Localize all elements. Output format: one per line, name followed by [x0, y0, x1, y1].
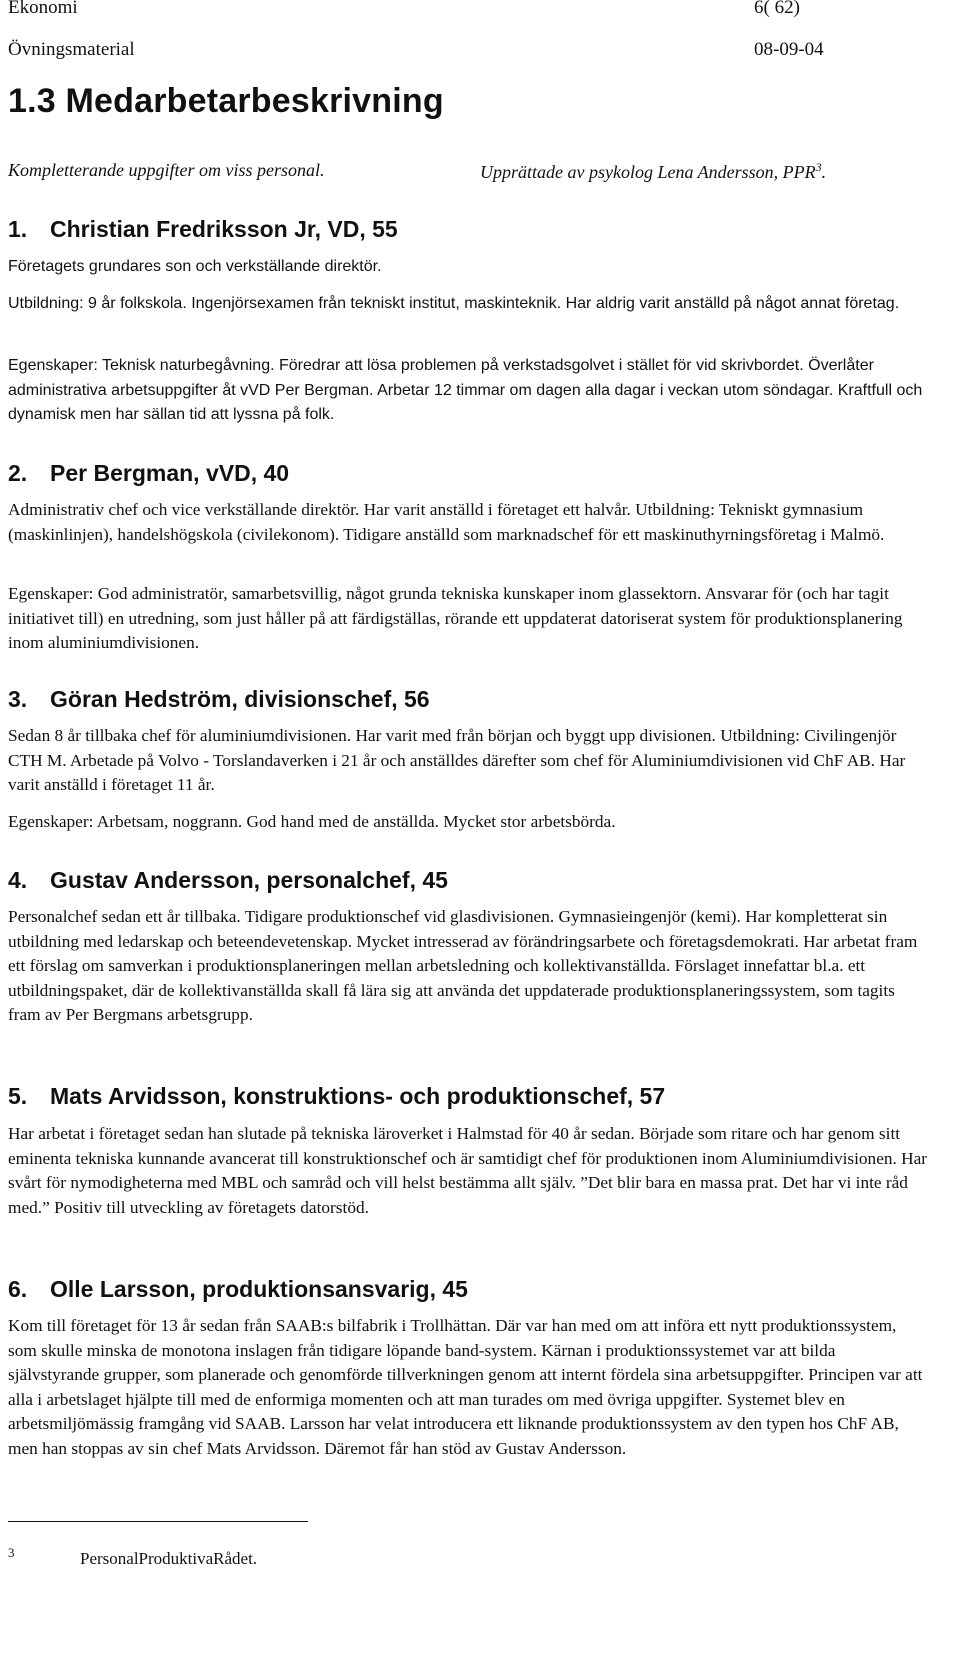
paragraph: Utbildning: 9 år folkskola. Ingenjörsexamen från tekniskt institut, maskinteknik. Har aldrig varit anställd på något annat företag. [8, 295, 900, 312]
section-heading: 6. Olle Larsson, produktionsansvarig, 45 [8, 1276, 468, 1302]
subtitle-left: Kompletterande uppgifter om viss personal. [8, 160, 325, 180]
paragraph: Kom till företaget för 13 år sedan från SAAB:s bilfabrik i Trollhättan. Där var han med om att införa ett nytt produktionssystem, som skulle minska de monotona inslagen från tidigare löpande band-system. Kärnan i produktionssystemet var att bilda självstyrande grupper, som planerade och genomförde tillverkningen genom att internt fördela sina arbetsuppgifter. Principen var att alla i arbetslaget hjälpte till med de enformiga momenten och att man turades om med övriga uppgifter. Systemet blev en arbetsmiljömässig framgång vid SAAB. Larsson har velat introducera ett liknande produktionssystem av den typen hos ChF AB, men han stoppas av sin chef Mats Arvidsson. Däremot får han stöd av Gustav Andersson. [8, 1316, 923, 1458]
paragraph: Egenskaper: Arbetsam, noggrann. God hand med de anställda. Mycket stor arbetsbörda. [8, 812, 616, 831]
section-heading: 1. Christian Fredriksson Jr, VD, 55 [8, 216, 398, 242]
section-heading: 5. Mats Arvidsson, konstruktions- och produktionschef, 57 [8, 1083, 666, 1109]
footnote-separator [8, 1521, 308, 1522]
header-material: Övningsmaterial [8, 39, 135, 60]
paragraph: Egenskaper: God administratör, samarbetsvillig, något grunda tekniska kunskaper inom glassektorn. Ansvarar för (och har tagit initiativet till) en utredning, som just håller på att färdigställas, rörande ett uppdaterat datoriserat system för produktionsplanering inom aluminiumdivisionen. [8, 584, 903, 652]
header-page-number: 6( 62) [754, 0, 800, 18]
footnote-marker: 3 [8, 1545, 15, 1560]
paragraph: Har arbetat i företaget sedan han slutade på tekniska läroverket i Halmstad för 40 år sedan. Började som ritare och har genom sitt eminenta tekniska kunnande avancerat till konstruktionschef och är samtidigt chef för produktionen inom Aluminiumdivisionen. Har svårt för nymodigheterna med MBL och samråd och vill helst bestämma allt själv. ”Det blir bara en massa prat. Det har vi inte råd med.” Positiv till utveckling av företagets datorstöd. [8, 1124, 928, 1217]
paragraph: Administrativ chef och vice verkställande direktör. Har varit anställd i företaget ett halvår. Utbildning: Tekniskt gymnasium (maskinlinjen), handelshögskola (civilekonom). Tidigare anställd som marknadschef för ett maskinuthyrningsföretag i Malmö. [8, 500, 885, 544]
paragraph: Sedan 8 år tillbaka chef för aluminiumdivisionen. Har varit med från början och byggt upp divisionen. Utbildning: Civilingenjör CTH M. Arbetade på Volvo - Torslandaverken i 21 år och anställdes därefter som chef för Aluminiumdivisionen vid ChF AB. Har varit anställd i företaget 11 år. [8, 726, 906, 794]
section-heading: 2. Per Bergman, vVD, 40 [8, 460, 290, 486]
paragraph: Egenskaper: Teknisk naturbegåvning. Föredrar att lösa problemen på verkstadsgolvet i stället för vid skrivbordet. Överlåter administrativa arbetsuppgifter åt vVD Per Bergman. Arbetar 12 timmar om dagen alla dagar i veckan utom söndagar. Kraftfull och dynamisk men har sällan tid att lyssna på folk. [8, 357, 923, 423]
footnote-reference: 3 [815, 160, 822, 174]
footnote-text: PersonalProduktivaRådet. [80, 1549, 258, 1568]
header-subject: Ekonomi [8, 0, 78, 18]
section-heading: 4. Gustav Andersson, personalchef, 45 [8, 867, 448, 893]
paragraph: Personalchef sedan ett år tillbaka. Tidigare produktionschef vid glasdivisionen. Gymnasieingenjör (kemi). Har kompletterat sin utbildning med ledarskap och beteendevetenskap. Mycket intresserad av förändringsarbete och företagsdemokrati. Har arbetat fram ett förslag om samverkan i produktionsplaneringen mellan arbetsledning och kollektivanställda. Förslaget innefattar bl.a. ett utbildningspaket, där de kollektivanställda skall få lära sig att använda det uppdaterade produktionsplaneringssystem, som tagits fram av Per Bergmans arbetsgrupp. [8, 907, 918, 1024]
page-title: 1.3 Medarbetarbeskrivning [8, 82, 444, 120]
subtitle-right: Upprättade av psykolog Lena Andersson, PPR$^3$. [480, 160, 827, 182]
header-date: 08-09-04 [754, 39, 824, 60]
paragraph: Företagets grundares son och verkställande direktör. [8, 258, 382, 275]
section-heading: 3. Göran Hedström, divisionschef, 56 [8, 686, 430, 712]
